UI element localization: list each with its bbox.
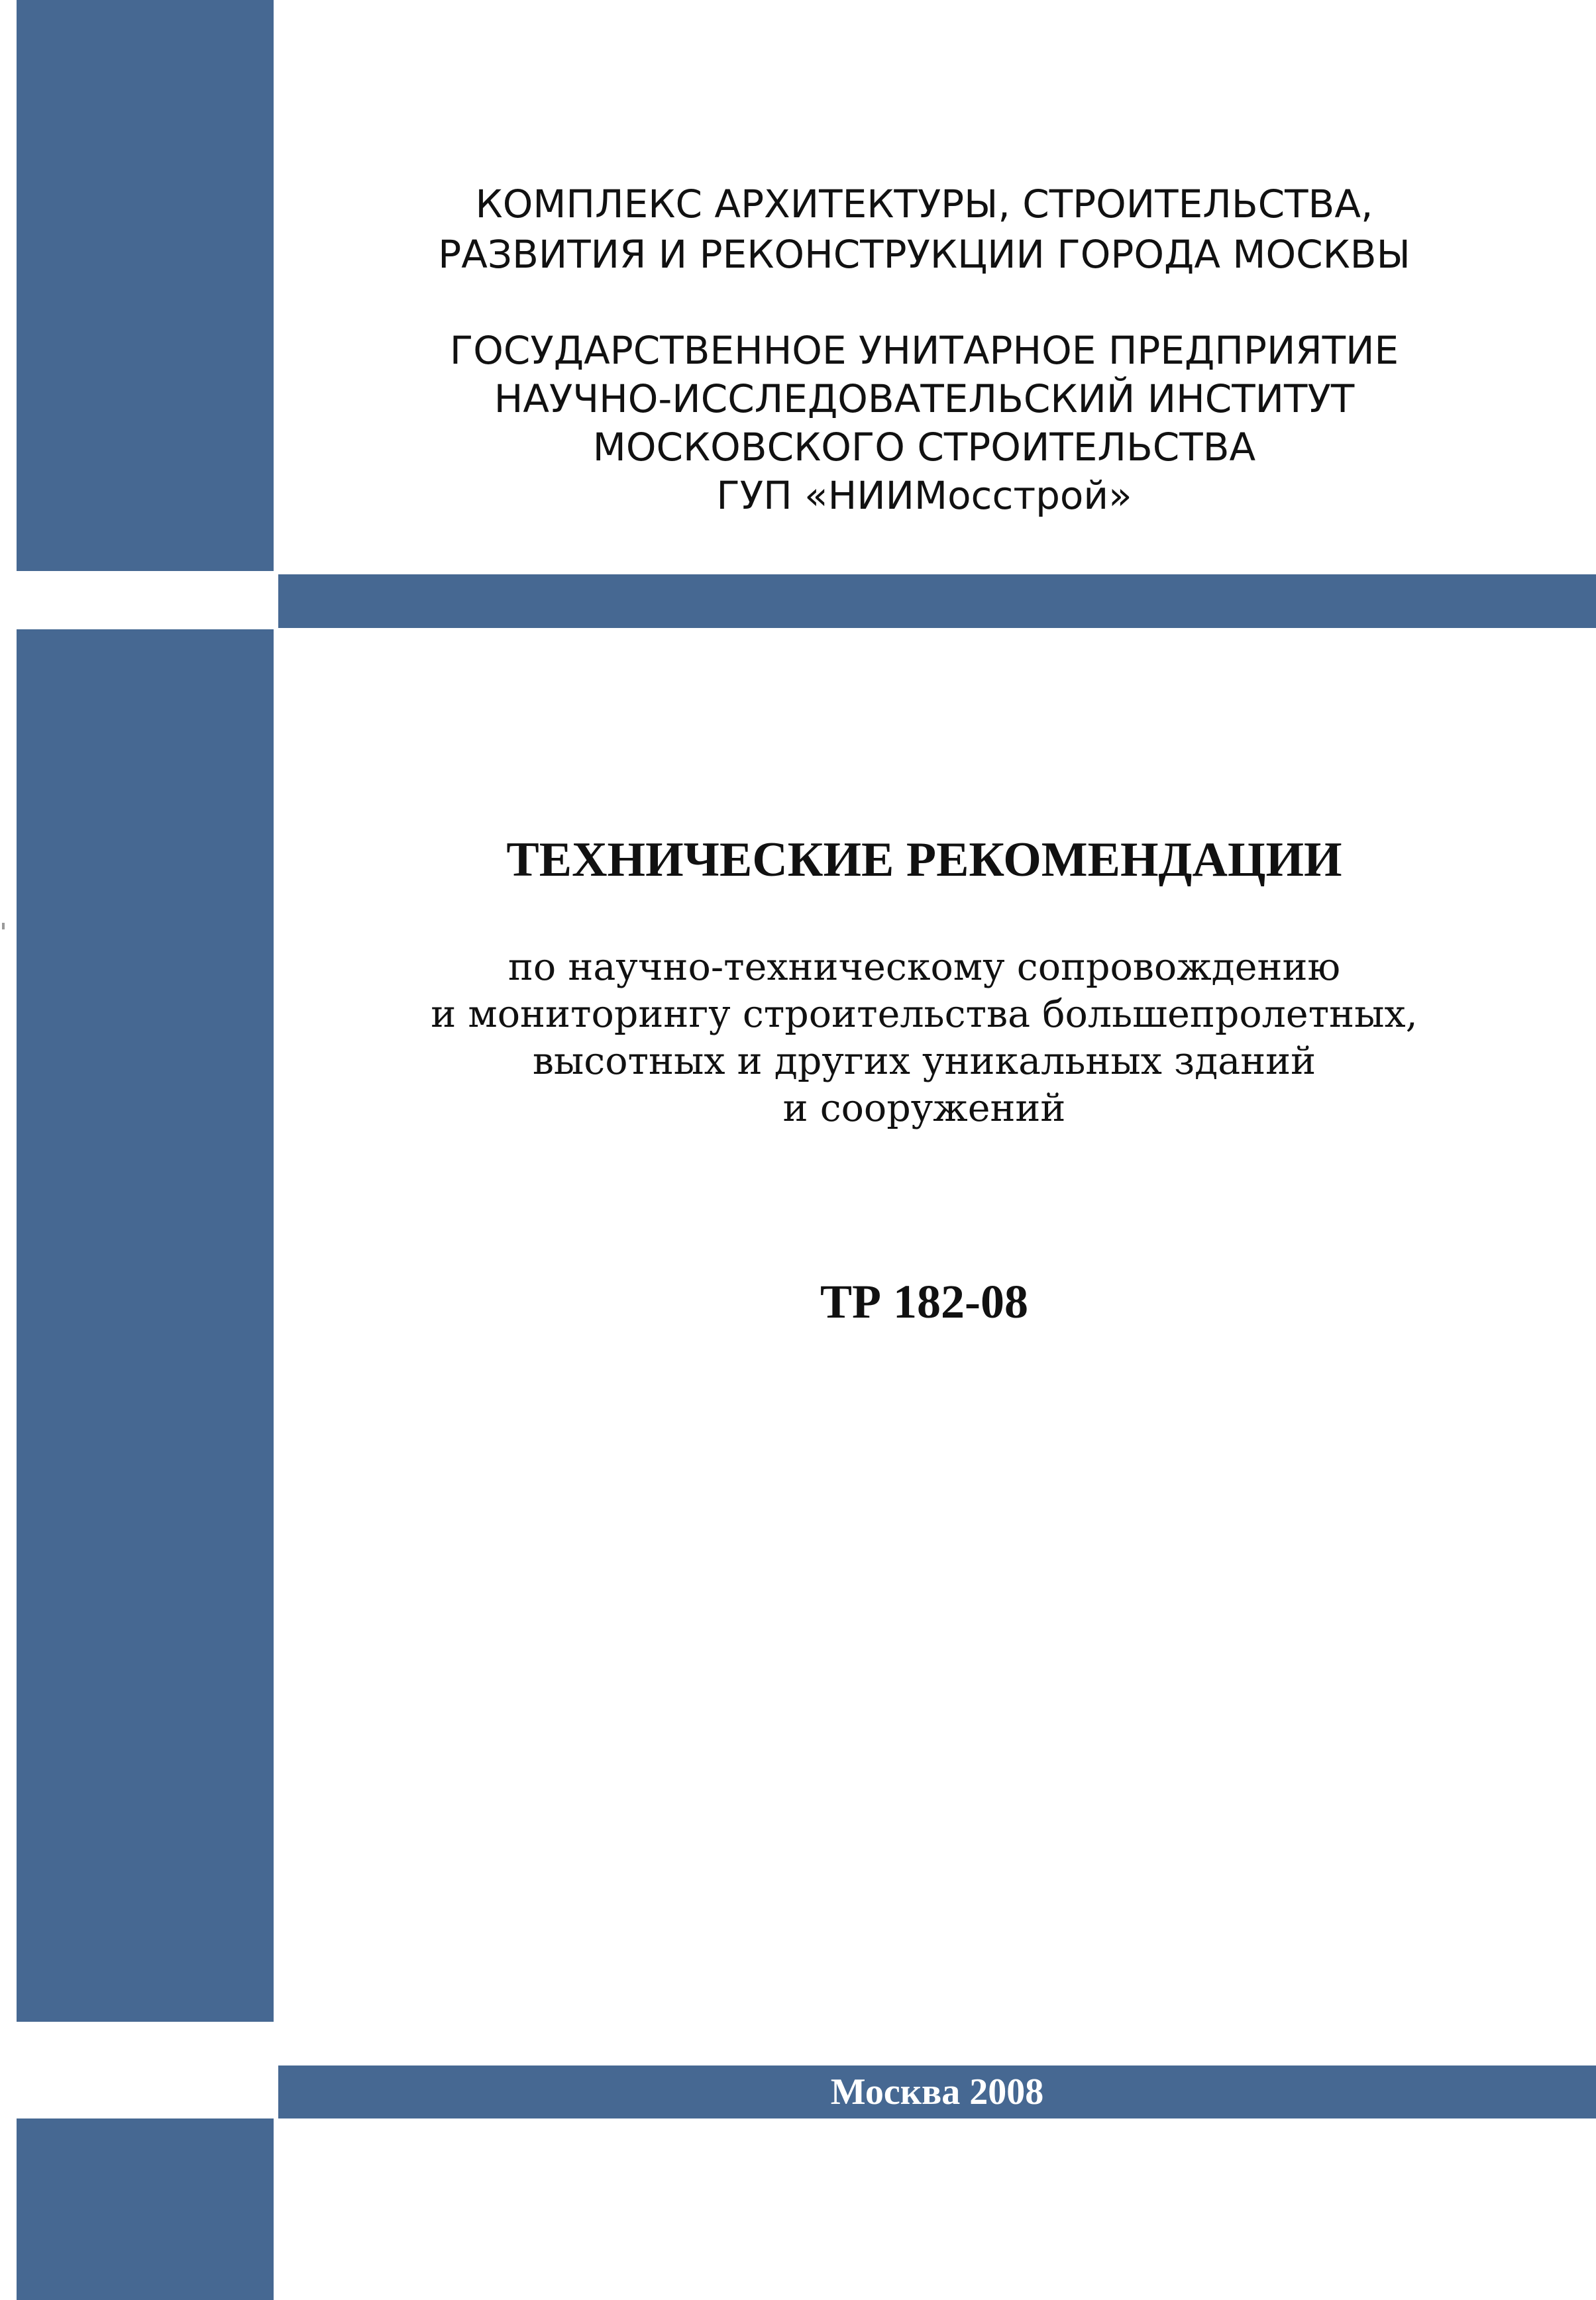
edge-mark bbox=[2, 923, 5, 929]
document-title bbox=[278, 830, 1570, 890]
publication-place-year: Москва 2008 bbox=[830, 2071, 1044, 2113]
organization-name bbox=[278, 179, 1570, 280]
subtitle-line-1: по научно-техническому сопровождению bbox=[507, 945, 1341, 989]
institute-line-4: ГУП «НИИМосстрой» bbox=[716, 473, 1132, 518]
institute-line-3: МОСКОВСКОГО СТРОИТЕЛЬСТВА bbox=[592, 425, 1256, 470]
top-divider-band bbox=[278, 574, 1596, 628]
left-stripe-bottom bbox=[17, 2118, 274, 2300]
subtitle-line-4: и сооружений bbox=[782, 1086, 1066, 1130]
institute-line-1: ГОСУДАРСТВЕННОЕ УНИТАРНОЕ ПРЕДПРИЯТИЕ bbox=[449, 328, 1399, 373]
institute-line-2: НАУЧНО-ИССЛЕДОВАТЕЛЬСКИЙ ИНСТИТУТ bbox=[494, 376, 1355, 421]
subtitle-line-2: и мониторингу строительства большепролетных, bbox=[431, 992, 1418, 1036]
left-stripe-top bbox=[17, 0, 274, 571]
organization-line-1: КОМПЛЕКС АРХИТЕКТУРЫ, СТРОИТЕЛЬСТВА, bbox=[475, 182, 1373, 227]
document-title-text: ТЕХНИЧЕСКИЕ РЕКОМЕНДАЦИИ bbox=[506, 833, 1342, 887]
document-code bbox=[278, 1272, 1570, 1332]
left-stripe-middle bbox=[17, 629, 274, 2022]
institute-name bbox=[278, 327, 1570, 520]
organization-line-2: РАЗВИТИЯ И РЕКОНСТРУКЦИИ ГОРОДА МОСКВЫ bbox=[438, 232, 1410, 277]
document-subtitle bbox=[278, 944, 1570, 1132]
subtitle-line-3: высотных и других уникальных зданий bbox=[532, 1039, 1316, 1083]
document-code-text: ТР 182-08 bbox=[820, 1275, 1028, 1328]
